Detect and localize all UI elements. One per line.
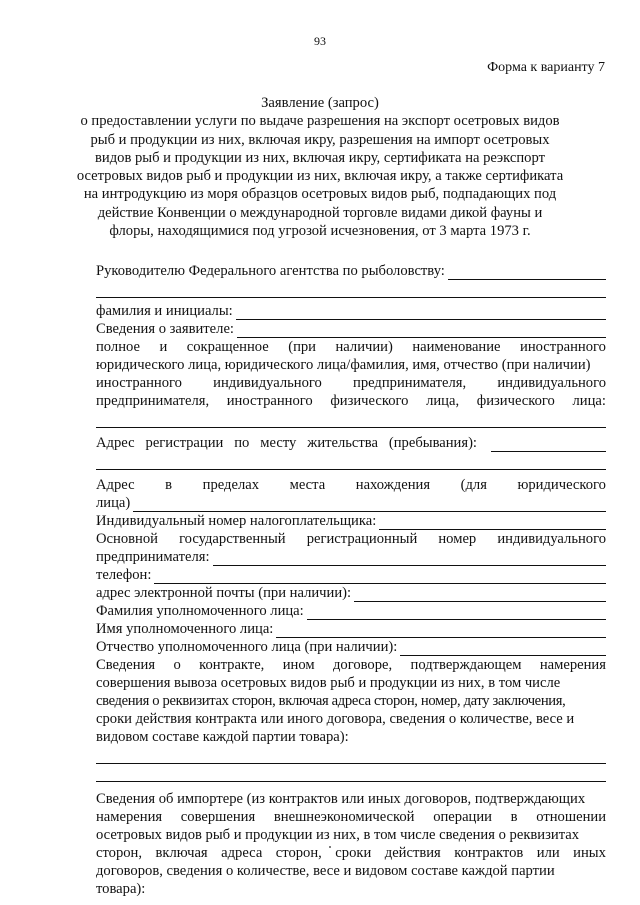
contract-info-field[interactable]: [96, 764, 606, 782]
applicant-desc-word: лица,: [426, 393, 460, 409]
applicant-info-label: Сведения о заявителе:: [96, 321, 234, 337]
contract-text: сведения о реквизитах сторон, включая адреса сторон, номер, дату заключения,: [96, 693, 566, 709]
location-word: места: [289, 477, 326, 493]
applicant-desc-line: [96, 392, 606, 410]
contract-word: контракте,: [199, 657, 265, 673]
inn-line: [96, 512, 606, 530]
registration-address-field[interactable]: [491, 437, 606, 452]
inn-field[interactable]: [379, 515, 606, 530]
applicant-desc-text: юридического лица, юридического лица/фамилия, имя, отчество (при наличии): [96, 357, 591, 373]
applicant-desc-word: предпринимателя,: [96, 393, 210, 409]
addressee-section: [96, 262, 606, 298]
contract-word: Сведения: [96, 657, 156, 673]
importer-text: товара):: [96, 881, 146, 897]
name-initials-field[interactable]: [236, 305, 606, 320]
ogrn-word: индивидуального: [497, 531, 606, 547]
contract-info-line: [96, 656, 606, 674]
title-line: действие Конвенции о международной торговле видами дикой фауны и: [97, 204, 543, 221]
rep-surname-field[interactable]: [307, 605, 606, 620]
importer-info-line: [96, 862, 606, 880]
importer-word: операции: [433, 809, 492, 825]
title-line: флоры, находящимися под угрозой исчезновения, от 3 марта 1973 г.: [109, 223, 531, 240]
contract-info-line: [96, 692, 606, 710]
applicant-desc-word: физического: [330, 393, 409, 409]
location-word: нахождения: [355, 477, 431, 493]
importer-text: осетровых видов рыб и продукции из них, в том числе сведения о реквизитах: [96, 827, 580, 843]
phone-field[interactable]: [154, 569, 606, 584]
rep-patronymic-line: [96, 638, 606, 656]
registration-word: жительства: [307, 435, 378, 451]
location-address-field[interactable]: [133, 497, 606, 512]
importer-word: адреса: [221, 845, 263, 861]
addressee-field-continuation[interactable]: [96, 280, 606, 298]
addressee-label: Руководителю Федерального агентства по рыболовству:: [96, 263, 445, 279]
name-initials-line: [96, 302, 606, 320]
contract-text: совершения вывоза осетровых видов рыб и продукции из них, в том числе: [96, 675, 561, 691]
registration-word: регистрации: [145, 435, 224, 451]
applicant-desc-word: полное: [96, 339, 140, 355]
importer-word: сторон,: [96, 845, 143, 861]
applicant-desc-word: и: [159, 339, 168, 355]
importer-info-line: [96, 826, 606, 844]
contract-info-field[interactable]: [96, 746, 606, 764]
location-address-line: [96, 476, 606, 494]
rep-name-label: Имя уполномоченного лица:: [96, 621, 274, 637]
importer-info-line: [96, 880, 606, 898]
title-line: на интродукцию из моря образцов осетровых видов рыб, подпадающих под: [83, 186, 557, 203]
applicant-desc-word: (при: [288, 339, 316, 355]
importer-word: совершения: [180, 809, 256, 825]
applicant-desc-word: сокращенное: [186, 339, 269, 355]
registration-word: месту: [260, 435, 297, 451]
location-word: в: [165, 477, 173, 493]
registration-word: Адрес: [96, 435, 135, 451]
applicant-desc-field[interactable]: [96, 410, 606, 428]
importer-text: договоров, сведения о количестве, весе и видовом составе каждой партии: [96, 863, 555, 879]
rep-name-line: [96, 620, 606, 638]
ogrn-word: регистрационный: [306, 531, 418, 547]
importer-word: иных: [573, 845, 606, 861]
applicant-desc-word: иностранного: [226, 393, 313, 409]
addressee-line: [96, 262, 606, 280]
email-line: [96, 584, 606, 602]
ogrn-line: [96, 548, 606, 566]
contract-word: о: [173, 657, 181, 673]
importer-text: Сведения об импортере (из контрактов или иных договоров, подтверждающих: [96, 791, 586, 807]
contract-info-line: [96, 674, 606, 692]
importer-word: отношении: [536, 809, 606, 825]
ogrn-word: государственный: [179, 531, 286, 547]
applicant-desc-word: наличии): [335, 339, 393, 355]
rep-surname-line: [96, 602, 606, 620]
contract-word: намерения: [539, 657, 606, 673]
title-line: о предоставлении услуги по выдаче разрешения на экспорт осетровых видов: [80, 113, 560, 130]
contract-info-line: [96, 710, 606, 728]
importer-word: или: [536, 845, 560, 861]
phone-label: телефон:: [96, 567, 152, 583]
ogrn-field[interactable]: [213, 551, 607, 566]
addressee-field[interactable]: [448, 265, 606, 280]
contract-text: сроки действия контракта или иного договора, сведения о количестве, весе и: [96, 711, 575, 727]
importer-word: намерения: [96, 809, 163, 825]
contract-word: договоре,: [332, 657, 393, 673]
page-number: 93: [314, 34, 326, 48]
ogrn-line: [96, 530, 606, 548]
importer-word: сроки: [335, 845, 372, 861]
contract-word: подтверждающем: [410, 657, 522, 673]
applicant-desc-word: индивидуального: [497, 375, 606, 391]
importer-info-line: [96, 844, 606, 862]
ogrn-word: номер: [438, 531, 477, 547]
ogrn-label-end: предпринимателя:: [96, 549, 210, 565]
applicant-info-line: [96, 320, 606, 338]
rep-patronymic-field[interactable]: [400, 641, 606, 656]
applicant-desc-line: [96, 374, 606, 392]
applicant-section: [96, 302, 606, 898]
importer-info-line: [96, 790, 606, 808]
email-field[interactable]: [354, 587, 606, 602]
inn-label: Индивидуальный номер налогоплательщика:: [96, 513, 377, 529]
location-word: (для: [460, 477, 487, 493]
registration-address-line: [96, 434, 606, 452]
contract-word: ином: [282, 657, 315, 673]
document-title: [70, 94, 570, 240]
contract-text: видовом составе каждой партии товара):: [96, 729, 349, 745]
contract-info-line: [96, 728, 606, 746]
location-word: пределах: [202, 477, 260, 493]
title-line: осетровых видов рыб и продукции из них, включая икру, а также сертификата: [76, 168, 564, 185]
applicant-info-field[interactable]: [237, 323, 606, 338]
registration-word: (пребывания):: [388, 435, 477, 451]
importer-word: действия: [384, 845, 441, 861]
applicant-desc-word: иностранного: [520, 339, 606, 355]
registration-word: по: [234, 435, 250, 451]
applicant-desc-line: [96, 356, 606, 374]
title-line: Заявление (запрос): [261, 95, 379, 111]
location-label-end: лица): [96, 495, 131, 511]
ogrn-word: Основной: [96, 531, 158, 547]
rep-patronymic-label: Отчество уполномоченного лица (при наличии):: [96, 639, 398, 655]
title-line: видов рыб и продукции из них, включая икру, сертификата на реэкспорт: [95, 149, 545, 166]
applicant-desc-line: [96, 338, 606, 356]
applicant-desc-word: физического: [476, 393, 555, 409]
phone-line: [96, 566, 606, 584]
title-line: рыб и продукции из них, включая икру, разрешения на импорт осетровых: [90, 131, 550, 148]
location-word: юридического: [517, 477, 606, 493]
name-initials-label: фамилия и инициалы:: [96, 303, 233, 319]
importer-word: сторон,: [275, 845, 322, 861]
importer-word: в: [510, 809, 518, 825]
scan-speck: [329, 846, 331, 848]
applicant-desc-word: иностранного: [96, 375, 182, 391]
rep-name-field[interactable]: [276, 623, 606, 638]
form-variant-label: Форма к варианту 7: [487, 60, 605, 75]
applicant-desc-word: наименование: [412, 339, 501, 355]
rep-surname-label: Фамилия уполномоченного лица:: [96, 603, 304, 619]
importer-word: включая: [155, 845, 208, 861]
importer-word: внешнеэкономической: [273, 809, 415, 825]
applicant-desc-word: индивидуального: [213, 375, 322, 391]
applicant-desc-word: лица:: [572, 393, 606, 409]
importer-info-line: [96, 808, 606, 826]
registration-address-field-continuation[interactable]: [96, 452, 606, 470]
importer-word: контрактов: [454, 845, 524, 861]
applicant-desc-word: предпринимателя,: [353, 375, 467, 391]
email-label: адрес электронной почты (при наличии):: [96, 585, 352, 601]
location-address-line: [96, 494, 606, 512]
location-word: Адрес: [96, 477, 135, 493]
